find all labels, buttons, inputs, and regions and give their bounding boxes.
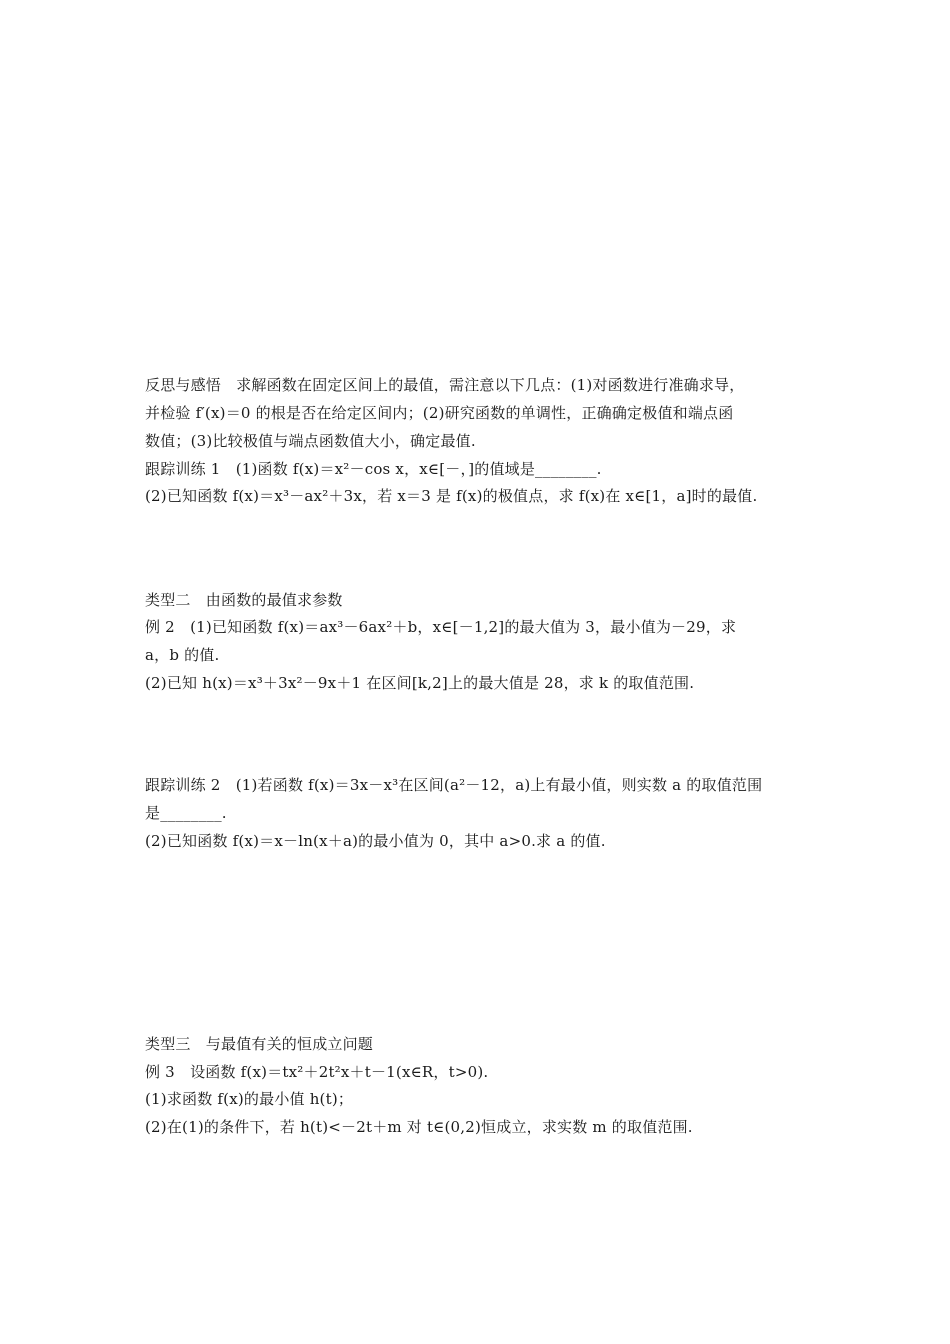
reflection-line-2: 并检验 f′(x)＝0 的根是否在给定区间内；(2)研究函数的单调性，正确确定极值和端点函 [145, 404, 734, 422]
practice-1-line-1: 跟踪训练 1 (1)函数 f(x)＝x²－cos x，x∈[－，]的值域是________. [145, 460, 602, 478]
practice-1-line-2: (2)已知函数 f(x)＝x³－ax²＋3x，若 x＝3 是 f(x)的极值点，求 f(x)在 x∈[1，a]时的最值. [145, 487, 758, 505]
practice-2-line-1: 跟踪训练 2 (1)若函数 f(x)＝3x－x³在区间(a²－12，a)上有最小值，则实数 a 的取值范围 [145, 776, 763, 794]
practice-2-line-3: (2)已知函数 f(x)＝x－ln(x＋a)的最小值为 0，其中 a>0.求 a 的值. [145, 832, 606, 850]
example-3-line-2: (1)求函数 f(x)的最小值 h(t)； [145, 1090, 354, 1108]
example-2-line-1: 例 2 (1)已知函数 f(x)＝ax³－6ax²＋b，x∈[－1,2]的最大值为 3，最小值为－29，求 [145, 618, 737, 636]
type-2-heading: 类型二 由函数的最值求参数 [145, 591, 343, 609]
type-3-heading: 类型三 与最值有关的恒成立问题 [145, 1035, 374, 1053]
example-3-line-3: (2)在(1)的条件下，若 h(t)<－2t＋m 对 t∈(0,2)恒成立，求实数 m 的取值范围. [145, 1118, 693, 1136]
practice-2-line-2: 是________. [145, 804, 227, 822]
example-2-line-2: a，b 的值. [145, 646, 220, 664]
example-3-line-1: 例 3 设函数 f(x)＝tx²＋2t²x＋t－1(x∈R，t>0). [145, 1063, 489, 1081]
example-2-line-3: (2)已知 h(x)＝x³＋3x²－9x＋1 在区间[k,2]上的最大值是 28，求 k 的取值范围. [145, 674, 695, 692]
reflection-line-1: 反思与感悟 求解函数在固定区间上的最值，需注意以下几点：(1)对函数进行准确求导， [145, 376, 745, 394]
reflection-line-3: 数值；(3)比较极值与端点函数值大小，确定最值. [145, 432, 476, 450]
